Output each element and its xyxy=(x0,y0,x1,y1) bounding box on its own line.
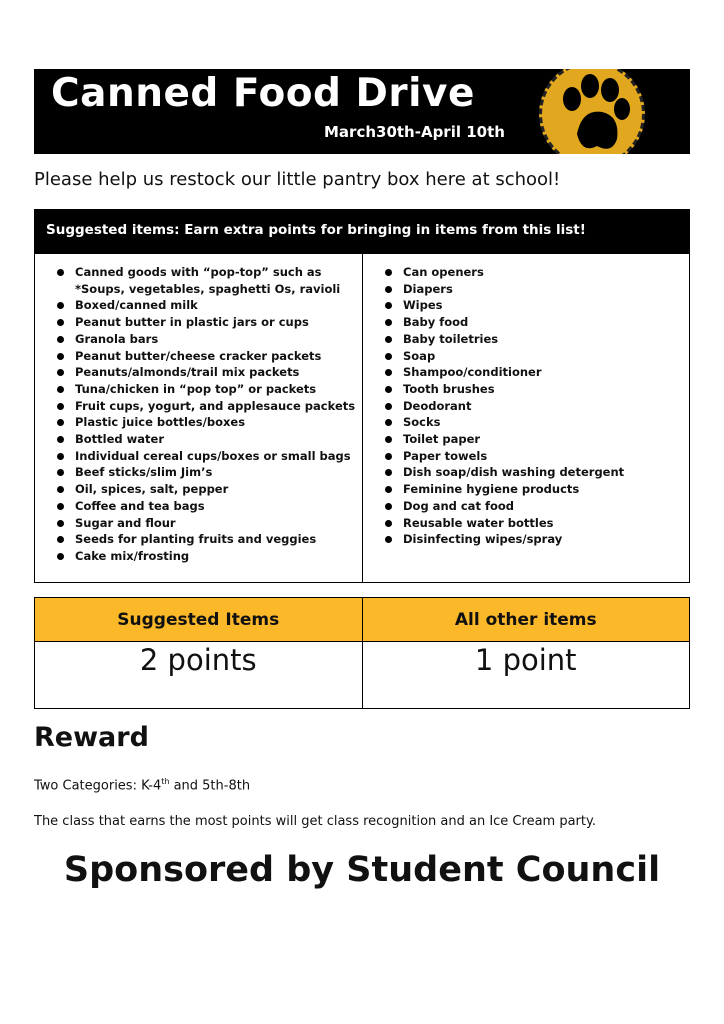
suggested-items-box xyxy=(34,209,690,583)
value-other: 1 point xyxy=(362,642,690,709)
list-item: Cake mix/frosting xyxy=(75,548,362,565)
list-item: Peanuts/almonds/trail mix packets xyxy=(75,364,362,381)
list-item: Toilet paper xyxy=(403,431,689,448)
categories-suffix: and 5th-8th xyxy=(169,778,251,794)
points-table xyxy=(34,597,690,709)
list-item: Boxed/canned milk xyxy=(75,297,362,314)
reward-heading: Reward xyxy=(34,722,149,753)
banner xyxy=(34,69,690,154)
list-item: Fruit cups, yogurt, and applesauce packets xyxy=(75,398,362,415)
list-item: Dish soap/dish washing detergent xyxy=(403,464,689,481)
categories-prefix: Two Categories: K-4 xyxy=(34,778,162,794)
list-item: Sugar and flour xyxy=(75,515,362,532)
categories-sup: th xyxy=(161,777,170,786)
list-item: Baby toiletries xyxy=(403,331,689,348)
list-item: Wipes xyxy=(403,297,689,314)
right-column xyxy=(362,254,689,582)
list-item: Canned goods with “pop-top” such as *Soups, vegetables, spaghetti Os, ravioli xyxy=(75,264,362,297)
list-item: Feminine hygiene products xyxy=(403,481,689,498)
categories-text xyxy=(34,777,250,793)
list-item: Granola bars xyxy=(75,331,362,348)
list-item: Dog and cat food xyxy=(403,498,689,515)
list-item: Baby food xyxy=(403,314,689,331)
list-item: Seeds for planting fruits and veggies xyxy=(75,531,362,548)
list-item: Can openers xyxy=(403,264,689,281)
list-item: Deodorant xyxy=(403,398,689,415)
list-item: Soap xyxy=(403,348,689,365)
list-item: Tooth brushes xyxy=(403,381,689,398)
header-suggested: Suggested Items xyxy=(35,598,363,642)
list-item: Plastic juice bottles/boxes xyxy=(75,414,362,431)
list-item: Coffee and tea bags xyxy=(75,498,362,515)
paw-logo-icon xyxy=(539,69,645,154)
suggested-heading: Suggested items: Earn extra points for bringing in items from this list! xyxy=(35,210,689,254)
list-item: Bottled water xyxy=(75,431,362,448)
list-item: Beef sticks/slim Jim’s xyxy=(75,464,362,481)
list-item: Disinfecting wipes/spray xyxy=(403,531,689,548)
list-item: Tuna/chicken in “pop top” or packets xyxy=(75,381,362,398)
date-range: March30th-April 10th xyxy=(324,123,505,141)
winner-text: The class that earns the most points will get class recognition and an Ice Cream party. xyxy=(34,814,596,829)
list-item: Peanut butter in plastic jars or cups xyxy=(75,314,362,331)
list-item: Socks xyxy=(403,414,689,431)
sponsor-text: Sponsored by Student Council xyxy=(63,850,661,890)
header-other: All other items xyxy=(362,598,690,642)
list-item: Shampoo/conditioner xyxy=(403,364,689,381)
intro-text: Please help us restock our little pantry box here at school! xyxy=(34,169,561,190)
list-item: Reusable water bottles xyxy=(403,515,689,532)
page-title: Canned Food Drive xyxy=(51,71,475,116)
list-item: Diapers xyxy=(403,281,689,298)
list-item: Oil, spices, salt, pepper xyxy=(75,481,362,498)
value-suggested: 2 points xyxy=(35,642,363,709)
left-column xyxy=(35,254,362,582)
list-item: Paper towels xyxy=(403,448,689,465)
list-item: Individual cereal cups/boxes or small bags xyxy=(75,448,362,465)
list-item: Peanut butter/cheese cracker packets xyxy=(75,348,362,365)
